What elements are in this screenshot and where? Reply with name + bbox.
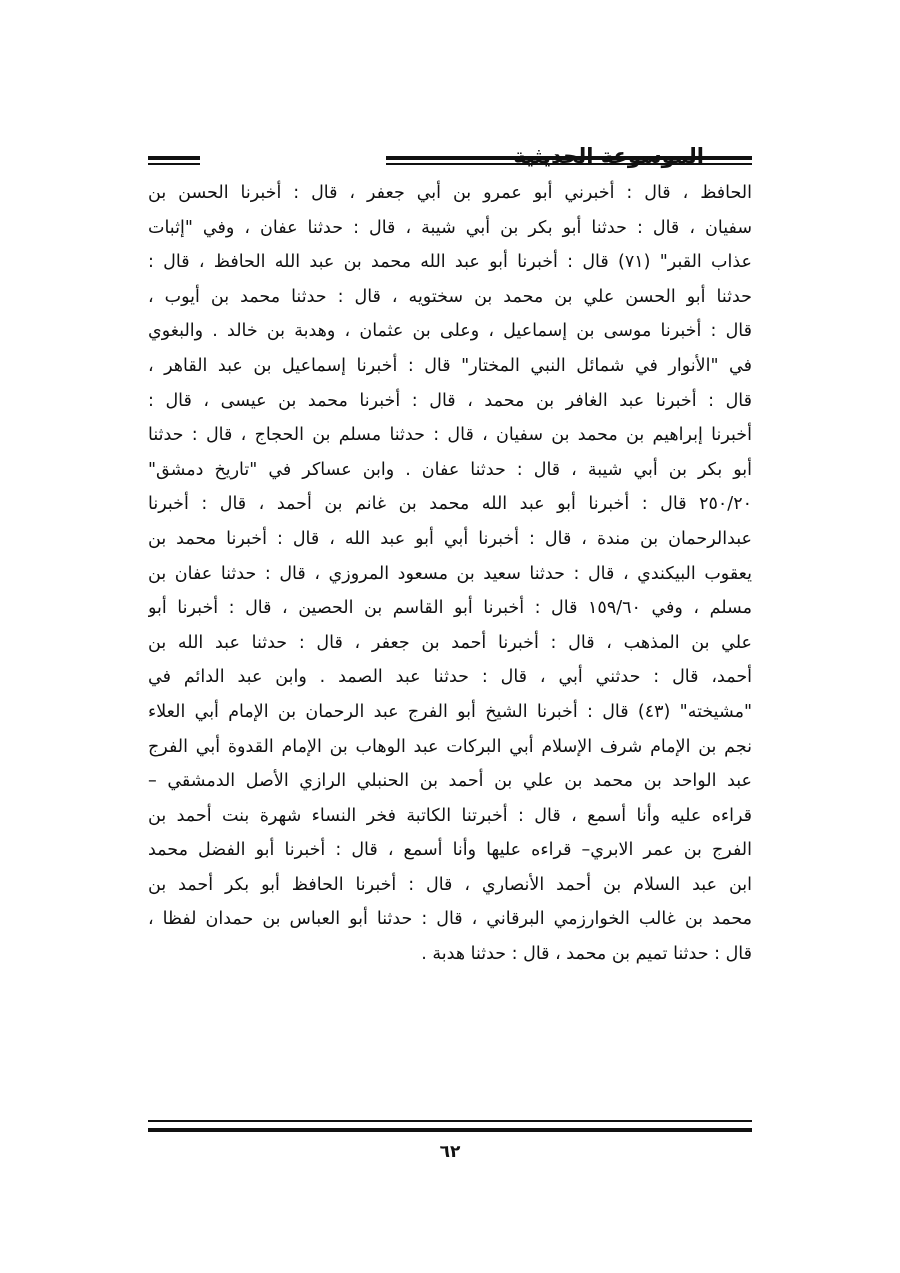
page-header xyxy=(148,138,752,178)
text-line: علي بن المذهب ، قال : أخبرنا أحمد بن جعفر ، قال : حدثنا عبد الله بن xyxy=(148,632,752,653)
text-line: أبو بكر بن أبي شيبة ، قال : حدثنا عفان . وابن عساكر في "تاريخ دمشق" xyxy=(148,459,752,480)
text-line: في "الأنوار في شمائل النبي المختار" قال : أخبرنا إسماعيل بن عبد القاهر ، xyxy=(148,355,752,376)
body-text xyxy=(148,176,752,972)
text-line: ابن عبد السلام بن أحمد الأنصاري ، قال : أخبرنا الحافظ أبو بكر أحمد بن xyxy=(148,874,752,895)
text-line: مسلم ، وفي ١٥٩/٦٠ قال : أخبرنا أبو القاسم بن الحصين ، قال : أخبرنا أبو xyxy=(148,598,752,619)
text-line: قراءه عليه وأنا أسمع ، قال : أخبرتنا الكاتبة فخر النساء شهرة بنت أحمد بن xyxy=(148,805,752,826)
text-line: "مشيخته" (٤٣) قال : أخبرنا الشيخ أبو الفرج عبد الرحمان بن الإمام أبي العلاء xyxy=(148,701,752,722)
text-line: نجم بن الإمام شرف الإسلام أبي البركات عبد الوهاب بن الإمام القدوة أبي الفرج xyxy=(148,736,752,757)
text-line: محمد بن غالب الخوارزمي البرقاني ، قال : حدثنا أبو العباس بن حمدان لفظا ، xyxy=(148,909,752,930)
page-title: الموسوعة الحديثية xyxy=(513,144,704,168)
text-line: يعقوب البيكندي ، قال : حدثنا سعيد بن مسعود المروزي ، قال : حدثنا عفان بن xyxy=(148,563,752,584)
text-line: قال : حدثنا تميم بن محمد ، قال : حدثنا هدبة . xyxy=(421,944,752,965)
text-line: أحمد، قال : حدثني أبي ، قال : حدثنا عبد الصمد . وابن عبد الدائم في xyxy=(148,667,752,688)
page-number: ٦٢ xyxy=(439,1142,461,1162)
text-line: سفيان ، قال : حدثنا أبو بكر بن أبي شيبة ، قال : حدثنا عفان ، وفي "إثبات xyxy=(148,217,752,238)
text-line: أخبرنا إبراهيم بن محمد بن سفيان ، قال : حدثنا مسلم بن الحجاج ، قال : حدثنا xyxy=(148,425,752,446)
text-line: الفرج بن عمر الابري– قراءه عليها وأنا أسمع ، قال : أخبرنا أبو الفضل محمد xyxy=(148,840,752,861)
text-line: قال : أخبرنا موسى بن إسماعيل ، وعلى بن عثمان ، وهدبة بن خالد . والبغوي xyxy=(148,321,752,342)
text-line: ٢٥٠/٢٠ قال : أخبرنا أبو عبد الله محمد بن غانم بن أحمد ، قال : أخبرنا xyxy=(148,494,752,515)
text-line: حدثنا أبو الحسن علي بن محمد بن سختويه ، قال : حدثنا محمد بن أيوب ، xyxy=(148,286,752,307)
text-line: عبدالرحمان بن مندة ، قال : أخبرنا أبي أبو عبد الله ، قال : أخبرنا محمد بن xyxy=(148,528,752,549)
header-rule-short xyxy=(148,156,200,165)
text-line: الحافظ ، قال : أخبرني أبو عمرو بن أبي جعفر ، قال : أخبرنا الحسن بن xyxy=(148,183,752,203)
footer-rule xyxy=(148,1120,752,1132)
text-line: عبد الواحد بن محمد بن علي بن أحمد بن الحنبلي الرازي الأصل الدمشقي – xyxy=(148,771,752,792)
text-line: قال : أخبرنا عبد الغافر بن محمد ، قال : أخبرنا محمد بن عيسى ، قال : xyxy=(148,390,752,411)
text-line: عذاب القبر" (٧١) قال : أخبرنا أبو عبد الله محمد بن عبد الله الحافظ ، قال : xyxy=(148,252,752,273)
